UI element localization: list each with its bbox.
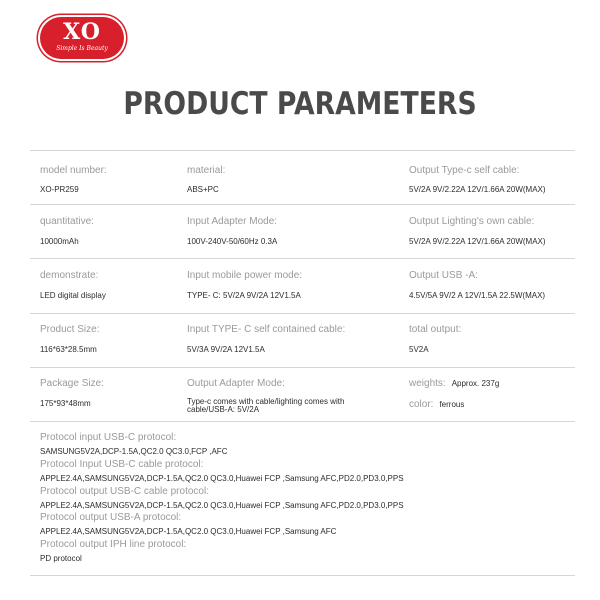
protocol-label: Protocol Input USB-C cable protocol: <box>40 459 204 470</box>
row-divider <box>30 367 575 368</box>
logo-tagline: Simple Is Beauty <box>56 45 108 52</box>
param-value: 5V2A <box>409 345 429 354</box>
param-value: 4.5V/5A 9V/2 A 12V/1.5A 22.5W(MAX) <box>409 291 546 300</box>
param-label: Output Lighting's own cable: <box>409 216 535 227</box>
protocol-label: Protocol input USB-C protocol: <box>40 432 177 443</box>
param-label: material: <box>187 165 226 176</box>
row-divider <box>30 313 575 314</box>
param-label: model number: <box>40 165 107 176</box>
row-divider <box>30 421 575 422</box>
param-value: 5V/3A 9V/2A 12V1.5A <box>187 345 265 354</box>
param-label: Input Adapter Mode: <box>187 216 278 227</box>
row-divider <box>30 575 575 576</box>
protocol-value: APPLE2.4A,SAMSUNG5V2A,DCP-1.5A,QC2.0 QC3.0,Huawei FCP ,Samsung AFC,PD2.0,PD3.0,PPS <box>40 474 404 483</box>
param-label: Product Size: <box>40 324 100 335</box>
param-value: 5V/2A 9V/2.22A 12V/1.66A 20W(MAX) <box>409 237 546 246</box>
param-label: demonstrate: <box>40 270 99 281</box>
param-value: 116*63*28.5mm <box>40 345 97 354</box>
param-label: quantitative: <box>40 216 94 227</box>
protocol-value: SAMSUNG5V2A,DCP-1.5A,QC2.0 QC3.0,FCP ,AFC <box>40 447 228 456</box>
param-label: Output USB -A: <box>409 270 478 281</box>
param-value: Type-c comes with cable/lighting comes with cable/USB-A: 5V/2A <box>187 397 345 414</box>
color-label: color: <box>409 399 434 410</box>
protocol-label: Protocol output USB-A protocol: <box>40 512 182 523</box>
param-label: Output Type-c self cable: <box>409 165 520 176</box>
param-label: Input TYPE- C self contained cable: <box>187 324 346 335</box>
param-value: XO-PR259 <box>40 185 79 194</box>
protocol-label: Protocol output IPH line protocol: <box>40 539 187 550</box>
param-label: Input mobile power mode: <box>187 270 303 281</box>
protocol-value: APPLE2.4A,SAMSUNG5V2A,DCP-1.5A,QC2.0 QC3.0,Huawei FCP ,Samsung AFC <box>40 527 337 536</box>
row-divider <box>30 204 575 205</box>
row-divider <box>30 258 575 259</box>
color-value: ferrous <box>439 400 465 409</box>
param-label: Output Adapter Mode: <box>187 378 285 389</box>
param-value: 175*93*48mm <box>40 399 91 408</box>
brand-logo <box>40 17 124 59</box>
protocol-label: Protocol output USB-C cable protocol: <box>40 486 209 497</box>
param-value: ABS+PC <box>187 185 219 194</box>
page-title: PRODUCT PARAMETERS <box>123 86 477 122</box>
row-divider <box>30 150 575 151</box>
logo-text: XO <box>63 19 101 45</box>
protocol-value: PD protocol <box>40 554 82 563</box>
param-value: 5V/2A 9V/2.22A 12V/1.66A 20W(MAX) <box>409 185 546 194</box>
param-value: 10000mAh <box>40 237 79 246</box>
param-value: LED digital display <box>40 291 106 300</box>
weight-label: weights: <box>409 378 446 389</box>
param-value: TYPE- C: 5V/2A 9V/2A 12V1.5A <box>187 291 301 300</box>
param-label: Package Size: <box>40 378 104 389</box>
param-label <box>409 399 464 410</box>
weight-value: Approx. 237g <box>451 379 500 388</box>
param-value: 100V-240V-50/60Hz 0.3A <box>187 237 278 246</box>
protocol-value: APPLE2.4A,SAMSUNG5V2A,DCP-1.5A,QC2.0 QC3.0,Huawei FCP ,Samsung AFC,PD2.0,PD3.0,PPS <box>40 501 404 510</box>
param-label: total output: <box>409 324 462 335</box>
param-label <box>409 378 499 389</box>
